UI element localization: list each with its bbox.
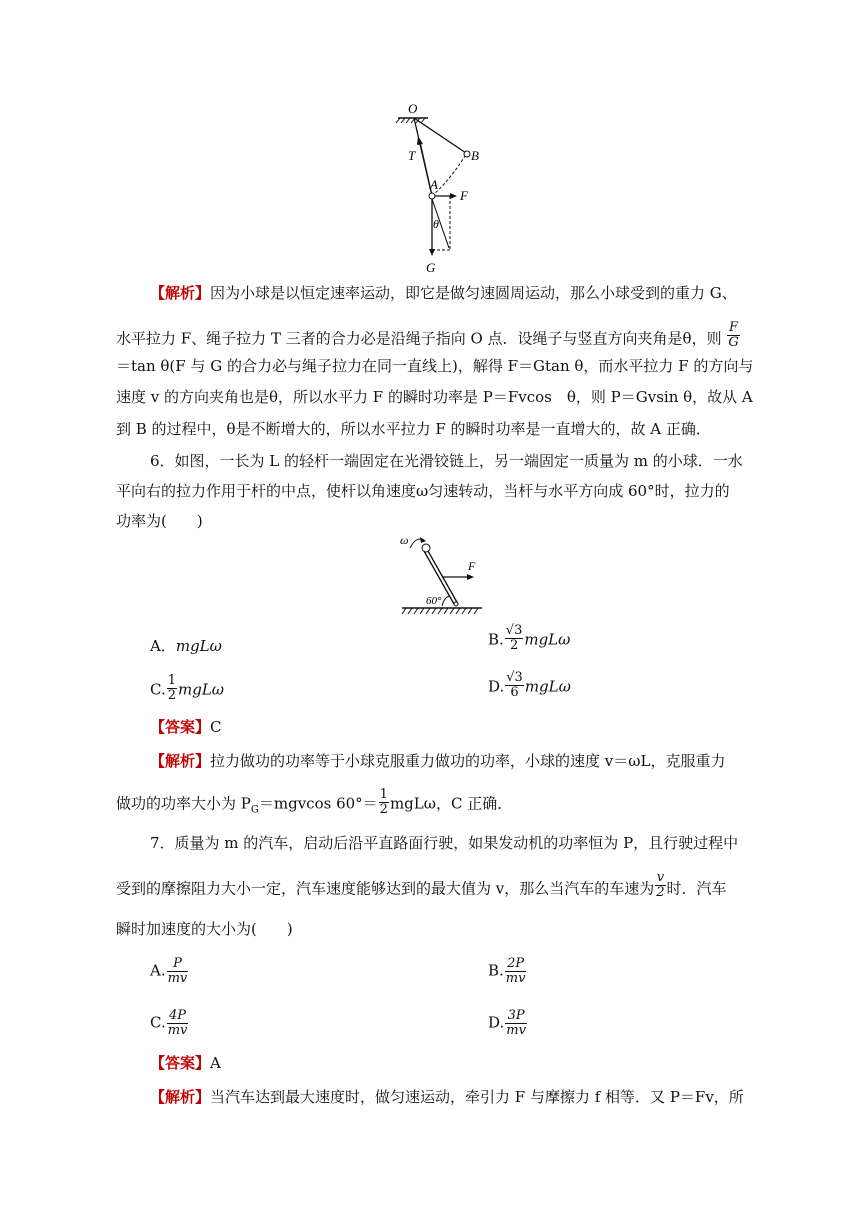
q7-stem-line-2: 受到的摩擦阻力大小一定，汽车速度能够达到的最大值为 v，那么当汽车的车速为 $\frac{v}{2}$ 时．汽车 <box>116 870 727 900</box>
q5-analysis-line-4: 速度 v 的方向夹角也是θ，所以水平力 F 的瞬时功率是 P＝Fvcos θ，则 P＝Gvsin θ，故从 A <box>116 388 753 406</box>
q7-option-d[interactable]: D. $\frac{3P}{mv}$ <box>488 1008 526 1038</box>
q7-answer: 【答案】A <box>150 1054 221 1072</box>
q5-analysis-line-2: 水平拉力 F、绳子拉力 T 三者的合力必是沿绳子指向 O 点．设绳子与竖直方向夹角是θ，则 $\frac{F}{G}$ <box>116 320 739 350</box>
rotating-rod-diagram <box>396 530 496 622</box>
q6-answer: 【答案】C <box>150 718 222 736</box>
q6-stem-line-1: 6．如图，一长为 L 的轻杆一端固定在光滑铰链上，另一端固定一质量为 m 的小球．一水 <box>150 452 743 470</box>
label-omega: ω <box>400 533 409 547</box>
q6-stem-line-3: 功率为( ) <box>116 512 203 530</box>
label-f: F <box>468 559 476 573</box>
q5-analysis-line-1: 【解析】因为小球是以恒定速率运动，即它是做匀速圆周运动，那么小球受到的重力 G、 <box>150 284 737 302</box>
q7-analysis-line-1: 【解析】当汽车达到最大速度时，做匀速运动，牵引力 F 与摩擦力 f 相等．又 P＝Fv，所 <box>150 1088 744 1106</box>
q6-option-a[interactable]: A．mgLω <box>150 637 222 655</box>
q6-analysis-line-2: 做功的功率大小为 $P_G=mgvcos$ 60°＝ $\frac{1}{2}$ mgLω，C 正确． <box>116 787 513 817</box>
q7-option-a[interactable]: A. $\frac{P}{mv}$ <box>150 956 188 986</box>
pendulum-force-diagram <box>380 98 500 276</box>
q7-option-b[interactable]: B. $\frac{2P}{mv}$ <box>488 956 526 986</box>
q6-option-b[interactable]: B. $\frac{√3}{2}$ mgLω <box>488 623 571 653</box>
label-angle: 60° <box>426 595 442 607</box>
label-g: G <box>426 260 436 275</box>
label-t: T <box>408 148 416 163</box>
q6-option-c[interactable]: C. $\frac{1}{2}$ mgLω <box>150 673 225 703</box>
q5-analysis-line-3: ＝tan θ(F 与 G 的合力必与绳子拉力在同一直线上)，解得 F＝Gtan θ，而水平拉力 F 的方向与 <box>116 357 754 375</box>
fraction-f-over-g: $\frac{F}{G}$ <box>728 320 739 350</box>
q7-stem-line-3: 瞬时加速度的大小为( ) <box>116 920 293 938</box>
analysis-tag: 【解析】 <box>150 284 211 302</box>
q7-stem-line-1: 7．质量为 m 的汽车，启动后沿平直路面行驶，如果发动机的功率恒为 P，且行驶过程中 <box>150 834 739 852</box>
label-f: F <box>460 188 468 203</box>
q6-analysis-line-1: 【解析】拉力做功的功率等于小球克服重力做功的功率，小球的速度 v＝ωL，克服重力 <box>150 752 726 770</box>
label-o: O <box>408 101 418 116</box>
label-a: A <box>430 177 438 192</box>
q6-option-d[interactable]: D. $\frac{√3}{6}$ mgLω <box>488 670 571 700</box>
label-b: B <box>471 148 479 163</box>
label-theta: θ <box>433 217 439 231</box>
q5-analysis-line-5: 到 B 的过程中，θ是不断增大的，所以水平拉力 F 的瞬时功率是一直增大的，故 A 正确． <box>116 420 711 438</box>
q7-option-c[interactable]: C. $\frac{4P}{mv}$ <box>150 1008 188 1038</box>
q6-stem-line-2: 平向右的拉力作用于杆的中点，使杆以角速度ω匀速转动，当杆与水平方向成 60°时，拉力的 <box>116 482 730 500</box>
